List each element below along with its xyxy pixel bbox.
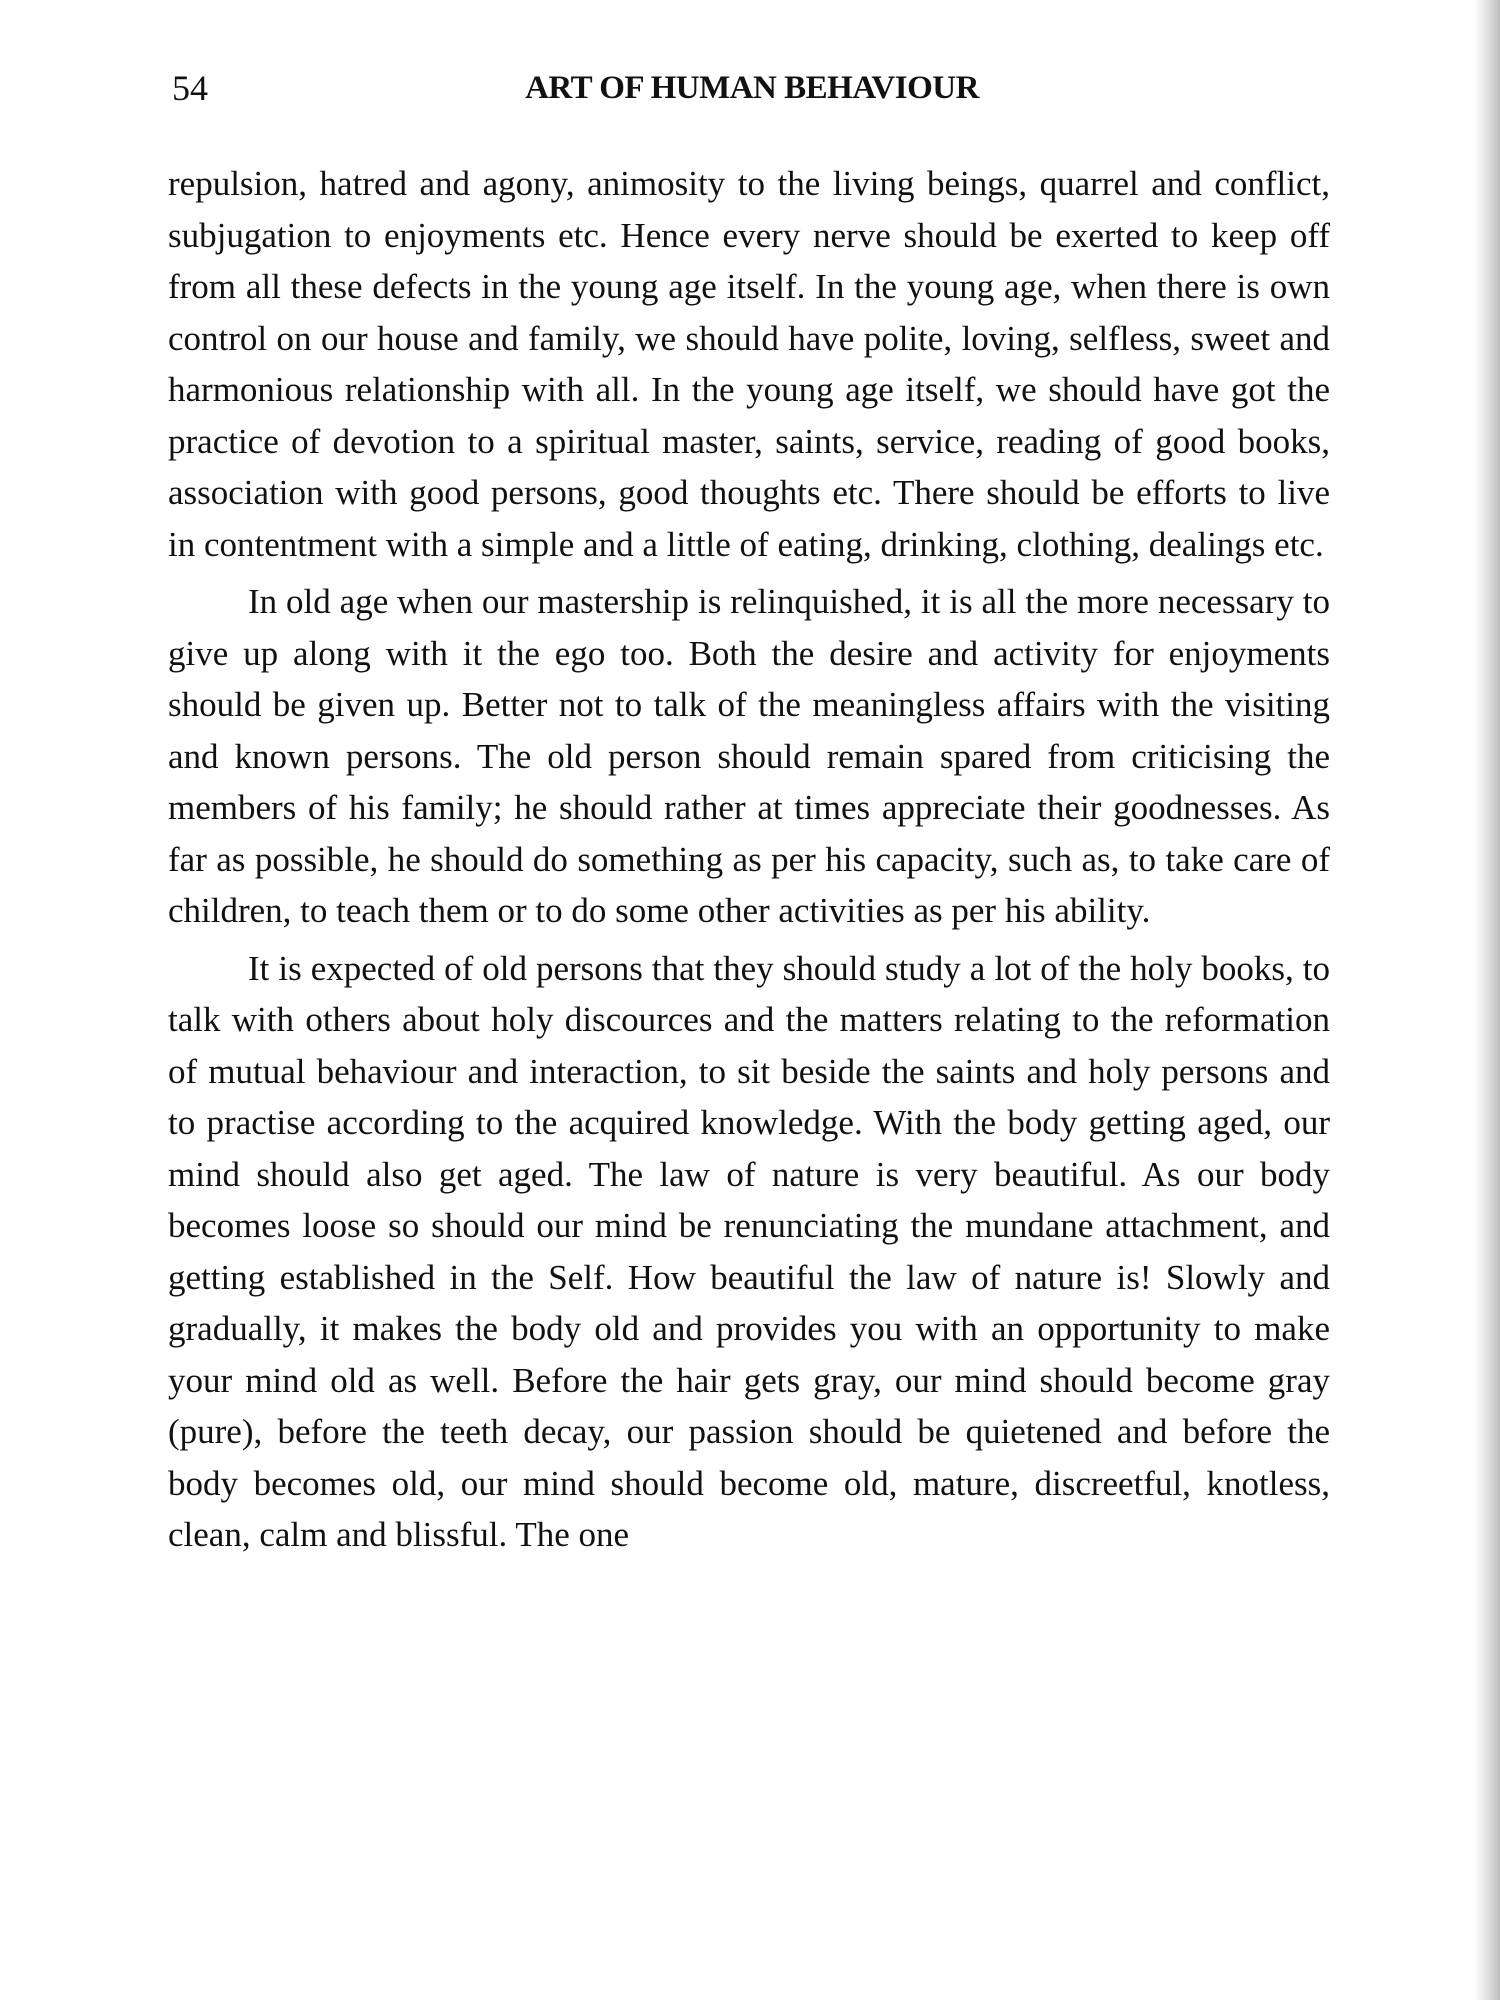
page-body bbox=[168, 158, 1330, 1561]
page-header bbox=[172, 58, 1332, 118]
running-title: ART OF HUMAN BEHAVIOUR bbox=[525, 70, 979, 106]
page-edge-shadow bbox=[1474, 0, 1500, 2000]
paragraph-old-age: In old age when our mastership is relinquished, it is all the more necessary to give up along with it the ego too. Both the desire and activity for enjoyments should be given up. Better not to talk of the meaningless affairs with the visiting and known persons. The old person should remain spared from criticising the members of his family; he should rather at times appreciate their goodnesses. As far as possible, he should do something as per his capacity, such as, to take care of children, to teach them or to do some other activities as per his ability. bbox=[168, 582, 1330, 930]
page-number: 54 bbox=[172, 68, 208, 108]
paragraph-continued: repulsion, hatred and agony, animosity to the living beings, quarrel and conflict, subjugation to enjoyments etc. Hence every nerve should be exerted to keep off from all these defects in the young age itself. In the young age, when there is own control on our house and family, we should have polite, loving, selfless, sweet and harmonious relationship with all. In the young age itself, we should have got the practice of devotion to a spiritual master, saints, service, reading of good books, association with good persons, good thoughts etc. There should be efforts to live in contentment with a simple and a little of eating, drinking, clothing, dealings etc. bbox=[168, 164, 1330, 564]
paragraph-holy-books: It is expected of old persons that they should study a lot of the holy books, to talk with others about holy discources and the matters relating to the reformation of mutual behaviour and interaction, to sit beside the saints and holy persons and to practise according to the acquired knowledge. With the body getting aged, our mind should also get aged. The law of nature is very beautiful. As our body becomes loose so should our mind be renunciating the mundane attachment, and getting established in the Self. How beautiful the law of nature is! Slowly and gradually, it makes the body old and provides you with an opportunity to make your mind old as well. Before the hair gets gray, our mind should become gray (pure), before the teeth decay, our passion should be quietened and before the body becomes old, our mind should become old, mature, discreetful, knotless, clean, calm and blissful. The one bbox=[168, 948, 1330, 1554]
